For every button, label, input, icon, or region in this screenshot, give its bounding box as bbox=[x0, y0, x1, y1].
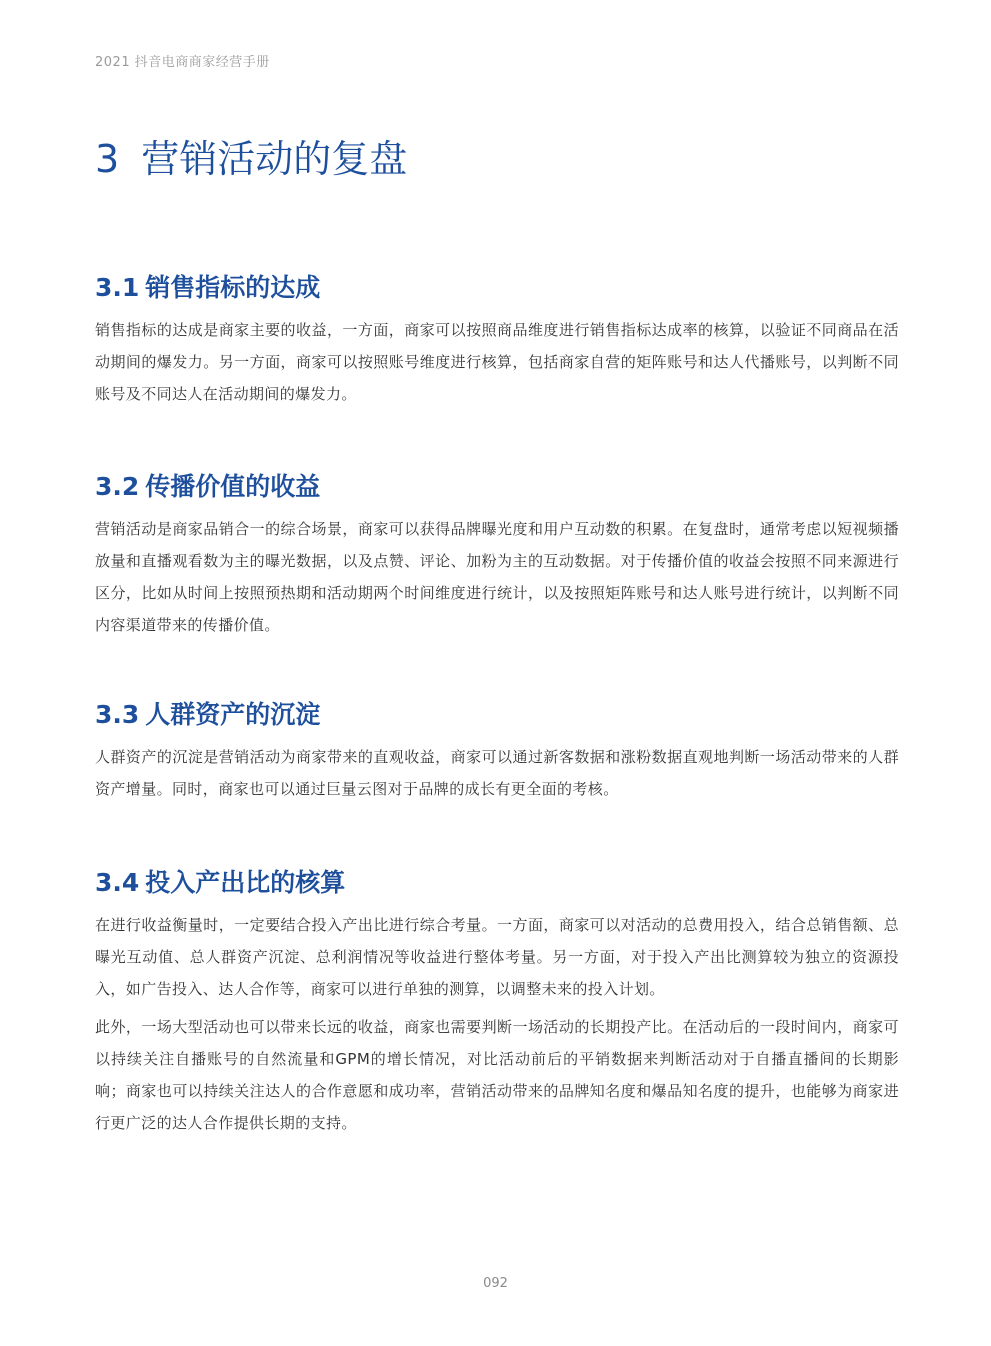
chapter-title-text: 营销活动的复盘 bbox=[141, 137, 408, 181]
section-title: 销售指标的达成 bbox=[145, 273, 321, 302]
chapter-number: 3 bbox=[95, 137, 120, 181]
section-title: 投入产出比的核算 bbox=[145, 868, 346, 897]
section-paragraph: 此外，一场大型活动也可以带来长远的收益，商家也需要判断一场活动的长期投产比。在活动后的一段时间内，商家可以持续关注自播账号的自然流量和GPM的增长情况，对比活动前后的平销数据来判断活动对于自播直播间的长期影响；商家也可以持续关注达人的合作意愿和成功率，营销活动带来的品牌知名度和爆品知名度的提升，也能够为商家进行更广泛的达人合作提供长期的支持。 bbox=[95, 1018, 900, 1132]
section-number: 3.3 bbox=[95, 700, 140, 729]
section-audience-assets bbox=[95, 697, 899, 805]
section-sales-targets bbox=[95, 270, 899, 410]
section-title: 人群资产的沉淀 bbox=[145, 700, 321, 729]
section-heading bbox=[95, 865, 899, 901]
section-paragraph: 销售指标的达成是商家主要的收益，一方面，商家可以按照商品维度进行销售指标达成率的核算，以验证不同商品在活动期间的爆发力。另一方面，商家可以按照账号维度进行核算，包括商家自营的矩阵账号和达人代播账号，以判断不同账号及不同达人在活动期间的爆发力。 bbox=[95, 321, 899, 403]
section-paragraph: 营销活动是商家品销合一的综合场景，商家可以获得品牌曝光度和用户互动数的积累。在复盘时，通常考虑以短视频播放量和直播观看数为主的曝光数据，以及点赞、评论、加粉为主的互动数据。对于传播价值的收益会按照不同来源进行区分，比如从时间上按照预热期和活动期两个时间维度进行统计，以及按照矩阵账号和达人账号进行统计，以判断不同内容渠道带来的传播价值。 bbox=[95, 520, 899, 634]
section-paragraph: 在进行收益衡量时，一定要结合投入产出比进行综合考量。一方面，商家可以对活动的总费用投入，结合总销售额、总曝光互动值、总人群资产沉淀、总利润情况等收益进行整体考量。另一方面，对于投入产出比测算较为独立的资源投入，如广告投入、达人合作等，商家可以进行单独的测算，以调整未来的投入计划。 bbox=[95, 916, 899, 998]
section-roi-accounting bbox=[95, 865, 899, 1139]
section-number: 3.2 bbox=[95, 472, 140, 501]
section-heading bbox=[95, 697, 899, 733]
section-number: 3.4 bbox=[95, 868, 140, 897]
section-number: 3.1 bbox=[95, 273, 140, 302]
section-paragraph: 人群资产的沉淀是营销活动为商家带来的直观收益，商家可以通过新客数据和涨粉数据直观地判断一场活动带来的人群资产增量。同时，商家也可以通过巨量云图对于品牌的成长有更全面的考核。 bbox=[95, 748, 899, 798]
section-title: 传播价值的收益 bbox=[145, 472, 321, 501]
chapter-title bbox=[95, 132, 407, 186]
section-heading bbox=[95, 469, 899, 505]
page-number: 092 bbox=[483, 1276, 508, 1291]
section-communication-value bbox=[95, 469, 899, 641]
running-header: 2021 抖音电商商家经营手册 bbox=[95, 55, 270, 70]
section-heading bbox=[95, 270, 899, 306]
